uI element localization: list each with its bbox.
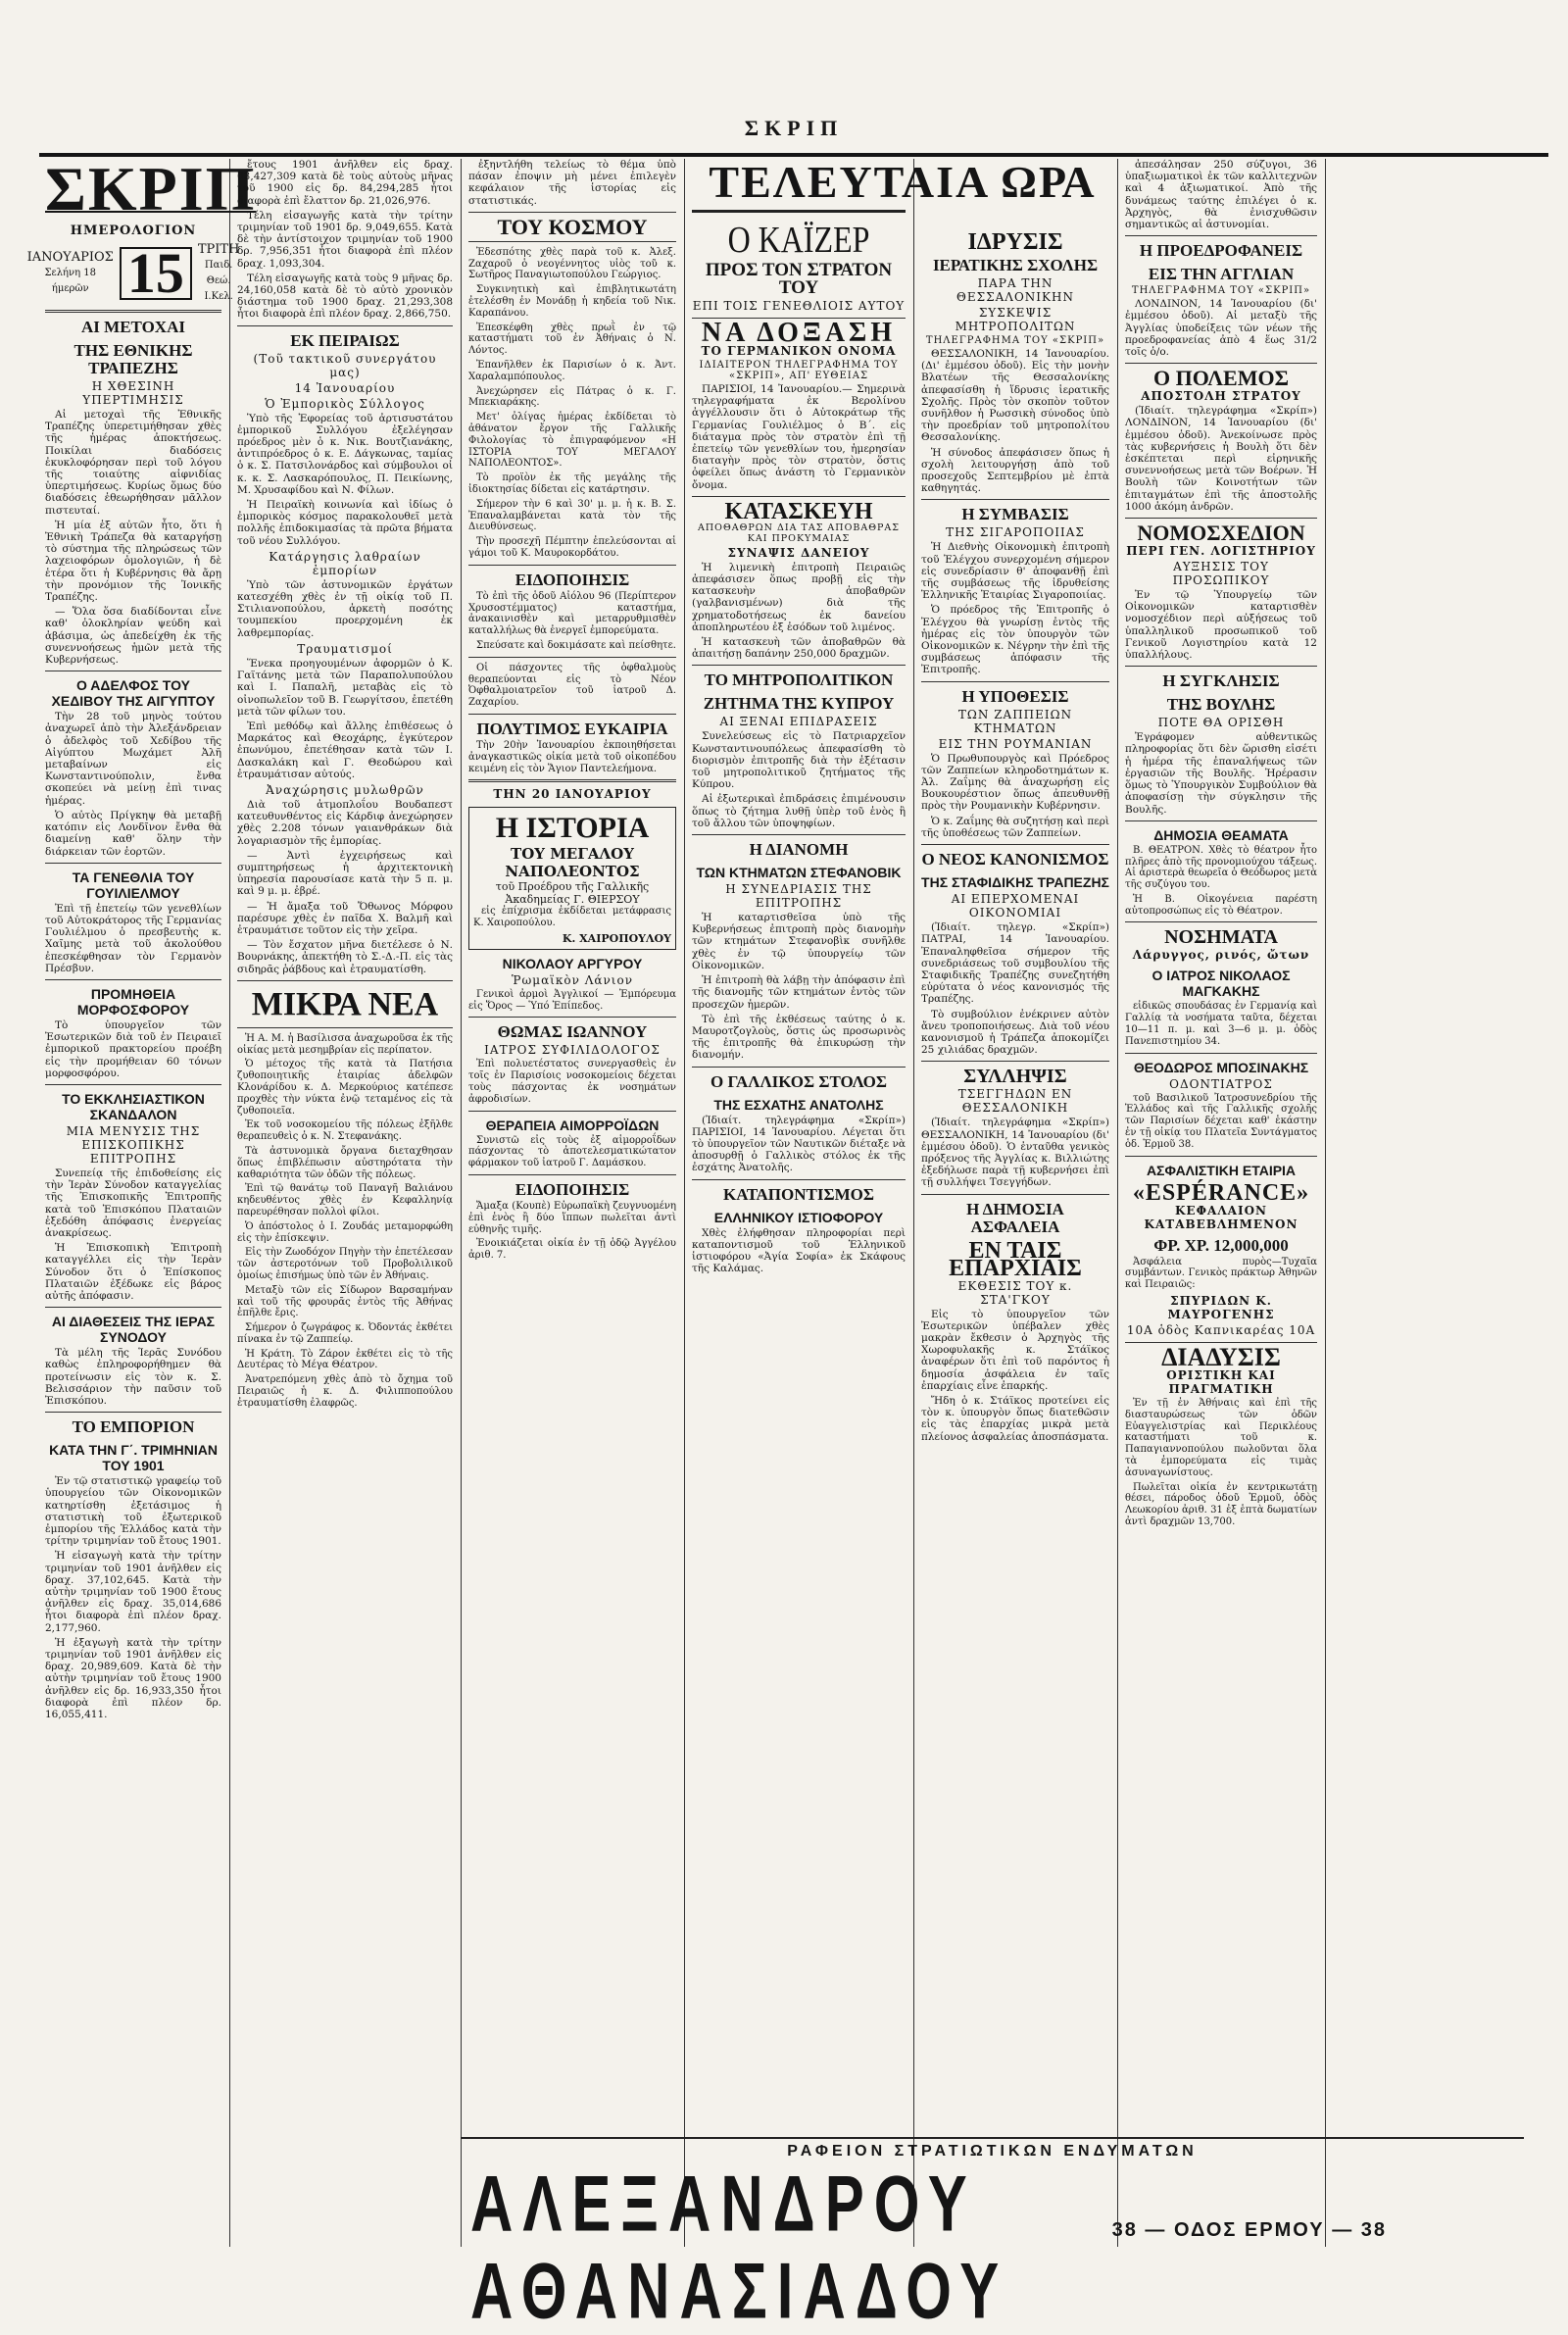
paragraph: Πωλεῖται οἰκία ἐν κεντρικωτάτῃ θέσει, πάροδος ὁδοῦ Ἑρμοῦ, ὁδὸς Λεωκορίου ἀριθ. 31 ἐξ ἑπτὰ δωματίων ἀντὶ δραχμῶν 13,700. (1125, 1481, 1317, 1528)
paragraph: Σήμερον τὴν 6 καὶ 30' μ. μ. ἡ κ. Β. Σ. Ἐπαναλαμβάνεται κατὰ τὸν τῆς Διευθύνσεως. (468, 498, 676, 533)
paragraph: Ἡ εἰσαγωγὴ κατὰ τὴν τρίτην τριμηνίαν τοῦ 1901 ἀνῆλθεν εἰς δραχ. 37,102,645. Κατὰ τὴν αὐτὴν τριμηνίαν τοῦ 1900 ἔτους ἀνῆλθεν εἰς δραχ. 35,014,686 ἦτοι διαφορὰ ἐπὶ πλέον δραχ. 2,177,960. (45, 1550, 221, 1634)
saint-day: Παιδ. Θεώ. Ι.Κελ. (204, 260, 233, 302)
paragraph: ΘΕΣΣΑΛΟΝΙΚΗ, 14 Ἰανουαρίου. (Δι' ἐμμέσου ὁδοῦ). Εἰς τὴν μονὴν Βλατέων τῆς Θεσσαλονίκης ἀπεφασίσθη ἡ ἵδρυσις ἱερατικῆς Σχολῆς. Πρὸς τὸν σκοπὸν τοῦτον συνῆλθον ἡ Ρωσσικὴ σύνοδος ὑπὸ τὴν προεδρίαν τοῦ μητροπολίτου Θεσσαλονίκης. (921, 348, 1109, 444)
paragraph: Ἄμαξα (Κουπὲ) Εὐρωπαϊκὴ ζευγνυομένη ἐπὶ ἑνὸς ἢ δύο ἵππων πωλεῖται ἀντὶ εὐθηνῆς τιμῆς. (468, 1201, 676, 1235)
subhead: ΑΙ ΕΠΕΡΧΟΜΕΝΑΙ ΟΙΚΟΝΟΜΙΑΙ (951, 892, 1080, 920)
signature: Κ. ΧΑΙΡΟΠΟΥΛΟΥ (562, 931, 671, 945)
paragraph: — Τὸν ἔσχατον μῆνα διετέλεσε ὁ Ν. Βουρνάκης, ἀπεκτήθη τὸ Σ.-Δ.-Π. εἰς τὰς σιδηρᾶς ῥάβδους καὶ ἐτραυματίσθη. (237, 939, 453, 975)
column-1 (26, 154, 257, 2257)
moon-phase: Σελήνη 18 ήμερῶν (44, 268, 96, 294)
paragraph: ἀπεσάλησαν 250 σύζυγοι, 36 ὑπαξιωματικοὶ ἐκ τῶν καλλιτεχνῶν καὶ 4 ἀξιωματικοί. Ἀπὸ τῆς δυνάμεως ταύτης ἐπιλέγει ὁ κ. Ἀρχηγὸς, θὰ ἐνισχυθῶσιν σημαντικῶς αἱ ἀστυνομίαι. (1125, 159, 1317, 231)
paragraph: Ἡ ἐξαγωγὴ κατὰ τὴν τρίτην τριμηνίαν τοῦ 1901 ἀνῆλθεν εἰς δραχ. 20,989,609. Κατὰ δὲ τὴν αὐτὴν τριμηνίαν τοῦ ἔτους 1900 ἀνῆλθεν εἰς δρ. 16,933,350 ἦτοι διαφορὰ ἐπὶ πλέον δρ. 16,055,411. (45, 1636, 221, 1721)
paragraph: Σπεύσατε καὶ δοκιμάσατε καὶ πείσθητε. (476, 639, 676, 651)
paragraph: Τὴν προσεχῆ Πέμπτην ἐπελεύσονται αἱ γάμοι τοῦ Κ. Μαυροκορδάτου. (468, 536, 676, 559)
paragraph: Ὁ ἀπόστολος ὁ Ι. Ζουδάς μεταμορφώθη εἰς τὴν ἐπίσκεψιν. (237, 1220, 453, 1244)
headline: ΚΑΤΑΠΟΝΤΙΣΜΟΣ (723, 1184, 874, 1204)
headline: ΙΔΡΥΣΙΣ (967, 229, 1063, 255)
column-rule (1117, 159, 1118, 2247)
headline: ΕΙΔΟΠΟΙΗΣΙΣ (514, 1180, 630, 1200)
subhead: ΣΠΥΡΙΔΩΝ Κ. ΜΑΥΡΟΓΕΝΗΣ (1167, 1294, 1275, 1322)
headline: ΚΑΤΑΣΚΕΥΗ (724, 498, 873, 524)
book-advert (468, 807, 676, 950)
paragraph: ΛΟΝΔΙΝΟΝ, 14 Ἰανουαρίου (δι' ἐμμέσου ὁδοῦ). Αἱ μεταξὺ τῆς Ἀγγλίας ὑποδείξεις τῶν νέων τῆς προεδροφανείας ἀπὸ 4 ἕως 31/2 τοῖς ὁ/ο. (1125, 298, 1317, 359)
paragraph: Ἐπὶ τῷ θανάτῳ τοῦ Παναγῆ Βαλιάνου κηδευθέντος χθὲς ἐν Κεφαλληνίᾳ παρευρέθησαν πολλοὶ φίλοι. (237, 1183, 453, 1217)
paragraph: Τέλη εἰσαγωγῆς κατὰ τοὺς 9 μῆνας δρ. 24,160,058 κατὰ δὲ τὸ αὐτὸ χρονικὸν διάστημα τοῦ 1900 δραχ. 21,293,308 ἦτοι διαφορὰ ἐπὶ πλέον δραχ. 2,866,750. (237, 272, 453, 321)
headline: ΕΙΣ ΤΗΝ ΑΓΓΛΙΑΝ (1148, 265, 1295, 284)
headline: ΤΕΛΕΥΤΑΙΑ ΩΡΑ (709, 157, 1097, 207)
paragraph: Μεταξὺ τῶν εἰς Σίδωρον Βαρσαμήναν καὶ τοῦ τῆς φρουρᾶς ἐντὸς τῆς Ἀθήνας ἐπῆλθε ἔρις. (237, 1284, 453, 1319)
headline: ΑΙ ΜΕΤΟΧΑΙ (81, 318, 185, 336)
paragraph: Ἐπὶ μεθόδῳ καὶ ἄλλης ἐπιθέσεως ὁ Μαρκάτος καὶ Θεοχάρης, ἐγκύτερον ἐπωνύμου, ἐπετέθησαν κατὰ τῶν Ι. Δασκαλάκη καὶ Γ. Θεοδώρου καὶ ἐτραυμάτισαν αὐτούς. (237, 720, 453, 780)
paragraph: Ὁ κ. Ζαΐμης θὰ συζητήσῃ καὶ περὶ τῆς ὑποθέσεως τῶν Ζαππείων. (921, 815, 1109, 839)
headline: Ο ΑΔΕΛΦΟΣ ΤΟΥ ΧΕΔΙΒΟΥ ΤΗΣ ΑΙΓΥΠΤΟΥ (51, 677, 216, 710)
headline: ΤΟΥ ΚΟΣΜΟΥ (497, 214, 648, 239)
headline: ΤΗΣ ΒΟΥΛΗΣ (1166, 695, 1276, 715)
paragraph: Σήμερον ὁ ζωγράφος κ. Ὀδοντάς ἐκθέτει πίνακα ἐν τῷ Ζαππείῳ. (237, 1322, 453, 1345)
subhead: ΠΟΤΕ ΘΑ ΟΡΙΣΘΗ (1157, 716, 1285, 730)
paragraph: Ἐν τῷ Ὑπουργείῳ τῶν Οἰκονομικῶν καταρτισθὲν νομοσχέδιον περὶ αὐξήσεως τοῦ ὑπαλληλικοῦ προσωπικοῦ τοῦ Γενικοῦ Λογιστηρίου κατὰ 12 ὑπαλλήλους. (1125, 589, 1317, 662)
column-2 (231, 159, 459, 2257)
paragraph: Ὁ πρόεδρος τῆς Ἐπιτροπῆς ὁ Ἐλέγχου θὰ γνωρίσῃ ἐντὸς τῆς ἡμέρας εἰς τὸν ὑπουργὸν τῶν Οἰκονομικῶν κ. Νέγρην τὴν ἐπὶ τῆς συμβάσεως ἀπόφασιν τῆς Ἐπιτροπῆς. (921, 604, 1109, 676)
paragraph: Ἡ Α. Μ. ἡ Βασίλισσα ἀναχωροῦσα ἐκ τῆς οἰκίας μετὰ μεσημβρίαν εἰς περίπατον. (237, 1032, 453, 1056)
dateline: 14 Ἰανουαρίου (294, 380, 396, 395)
subhead: ΣΥΝΑΨΙΣ ΔΑΝΕΙΟΥ (727, 545, 870, 560)
paragraph: (Ἰδιαίτ. τηλεγρ. «Σκρίπ») ΠΑΤΡΑΙ, 14 Ἰανουαρίου. Ἐπαναληφθεῖσα σήμερον τῆς συνεδριάσεως τοῦ συμβουλίου τῆς Σταφιδικῆς Τραπέζης συνεζητήθη εὐρύτατα ὁ νέος κανονισμός τῆς Τραπέζης. (921, 921, 1109, 1006)
running-head-title: ΣΚΡΙΠ (744, 116, 844, 140)
column-rule (229, 159, 230, 2247)
headline: ΠΡΟΜΗΘΕΙΑ ΜΟΡΦΟΣΦΟΡΟΥ (76, 985, 190, 1018)
headline: ΠΡΟΣ ΤΟΝ ΣΤΡΑΤΟΝ ΤΟΥ (705, 260, 893, 298)
headline: Ο ΠΟΛΕΜΟΣ (1153, 366, 1289, 391)
paragraph: Τὸ προϊὸν ἐκ τῆς μεγάλης τῆς ἰδιοκτησίας δίδεται εἰς κατάρτησιν. (468, 472, 676, 495)
headline: Ο ΓΑΛΛΙΚΟΣ ΣΤΟΛΟΣ (710, 1071, 888, 1091)
paragraph: Ὁ μέτοχος τῆς κατὰ τὰ Πατήσια ζυθοποιητικῆς ἑταιρίας ἀδελφῶν Κλονάρίδου κ. Δ. Μερκούριος κατέπεσε προχθὲς τὴν νύκτα ἐνῷ τεταμένος εἰς τὰ ζυθοποιεῖα. (237, 1059, 453, 1117)
paragraph: — Ἡ ἄμαξα τοῦ Ὅθωνος Μόρφου παρέσυρε χθὲς ἐν παῖδα Χ. Βαλμῆ καὶ ἐτραυμάτισε τοῦτον εἰς τὴν χεῖρα. (237, 900, 453, 936)
paragraph: Εἰς τὸ ὑπουργεῖον τῶν Ἐσωτερικῶν ὑπέβαλεν χθὲς μακρὰν ἔκθεσιν ὁ Ἀρχηγὸς τῆς Χωροφυλακῆς κ. Στάϊκος ἀναφέρων ὅτι ἐπὶ τοῦ παρόντος ἡ δημοσία ἀσφάλεια ἐν ταῖς ἐπαρχίαις εἶνε ἐπαρκής. (921, 1308, 1109, 1392)
headline: Η ΔΙΑΝΟΜΗ (749, 840, 849, 860)
paragraph: Τὸ συμβούλιον ἐνέκρινεν αὐτὸν ἄνευ τροποποιήσεως. Διὰ τοῦ νέου κανονισμοῦ ἡ Τράπεζα ἀποκομίζει 25 χιλιάδας δραχμῶν. (921, 1008, 1109, 1057)
column-rule (684, 159, 685, 2247)
subhead: Η ΧΘΕΣΙΝΗ ΥΠΕΡΤΙΜΗΣΙΣ (82, 379, 184, 407)
paragraph: Τὸ ὑπουργεῖον τῶν Ἐσωτερικῶν διὰ τοῦ ἐν Πειραιεῖ ἐμπορικοῦ πρακτορείου προέβη εἰς τὴν προμήθειαν 60 τόνων μορφοσφόρου. (45, 1018, 221, 1079)
paragraph: Ἐν τῇ ἐν Ἀθήναις καὶ ἐπὶ τῆς διασταυρώσεως τῶν ὁδῶν Εὐαγγελιστρίας καὶ Περικλέους καταστήματι τοῦ κ. Παπαγιαννοπούλου πωλοῦνται ὅλα τὰ ἐμπορεύματα εἰς τιμὰς ἀσυναγωνίστους. (1125, 1398, 1317, 1478)
subhead: τοῦ Προέδρου τῆς Γαλλικῆς Ἀκαδημείας Γ. ΘΙΕΡΣΟΥ (495, 880, 650, 907)
paragraph: ἔτους 1901 ἀνῆλθεν εἰς δραχ. 63,427,309 κατὰ δὲ τοὺς αὐτοὺς μῆνας τοῦ 1900 εἰς δρ. 84,294,285 ἦτοι διαφορὰ ἐπὶ ἔλαττον δρ. 21,026,976. (237, 159, 453, 207)
paragraph: Ἡ κατασκευὴ τῶν ἀποβαθρῶν θὰ ἀπαιτήσῃ δαπάνην 250,000 δραχμῶν. (692, 636, 906, 661)
headline: ΕΙΔΟΠΟΙΗΣΙΣ (514, 570, 630, 589)
headline: ΦΡ. ΧΡ. 12,000,000 (1153, 1235, 1289, 1255)
subhead: ΜΙΑ ΜΕΝΥΣΙΣ ΤΗΣ ΕΠΙΣΚΟΠΙΚΗΣ ΕΠΙΤΡΟΠΗΣ (66, 1123, 201, 1166)
paragraph: Συγκινητικὴ καὶ ἐπιβλητικωτάτη ἐτελέσθη ἐν Μονάδῃ ἡ κηδεία τοῦ Νικ. Καραπάνου. (468, 284, 676, 319)
paragraph: Ἐδεσπότης χθὲς παρὰ τοῦ κ. Ἀλεξ. Ζαχαροῦ ὁ νεογέννητος υἱὸς τοῦ κ. Σωτῆρος Παναγιωτοπούλου Γεώργιος. (468, 246, 676, 281)
subhead: ΕΚΘΕΣΙΣ ΤΟΥ κ. ΣΤΑ'ΓΚΟΥ (957, 1278, 1073, 1307)
headline: ΘΕΟΔΩΡΟΣ ΜΠΟΣΙΝΑΚΗΣ (1133, 1059, 1309, 1075)
paragraph: Ἐπὶ πολυετέστατος συνεργασθεὶς ἐν τοῖς ἐν Παρισίοις νοσοκομείοις δέχεται τοὺς πάσχοντας ἐκ νοσημάτων ἀφροδισίων. (468, 1059, 676, 1105)
headline: ΖΗΤΗΜΑ ΤΗΣ ΚΥΠΡΟΥ (703, 694, 895, 714)
paragraph: (Ἰδιαίτ. τηλεγράφημα «Σκρίπ») ΛΟΝΔΙΝΟΝ, 14 Ἰανουαρίου (δι' ἐμμέσου ὁδοῦ). Ἀνεκοίνωσε πρὸς τὰς κυβερνήσεις ἡ Βουλὴ ὅτι δὲν ἐσκέπτεται περὶ εἰρηνικῆς συνεννοήσεως μετὰ τῶν Βοέρων. Ἡ Βουλὴ τῶν Κοινοτήτων τῶν ἐπιταγμάτων ἐπὶ τῆς ἀποστολῆς 1000 ἀκόμη ἀνδρῶν. (1125, 405, 1317, 513)
paragraph: Τὴν 28 τοῦ μηνὸς τούτου ἀναχωρεῖ ἀπὸ τὴν Ἀλεξάνδρειαν ὁ ἀδελφὸς τοῦ Χεδίβου τῆς Αἰγύπτου Μωχάμετ Ἀλῆ μεταβαίνων εἰς Κωνσταντινούπολιν, ἔνθα σκοπεύει νὰ μείνῃ ἐπὶ τινας ἡμέρας. (45, 711, 221, 807)
paragraph: Ἡ Πειραϊκὴ κοινωνία καὶ ἰδίως ὁ ἐμπορικὸς κόσμος παρακολουθεῖ μετὰ πολλῆς ἐπιδοκιμασίας τὰ πρῶτα βήματα τοῦ νέου Συλλόγου. (237, 499, 453, 547)
paragraph: Τὸ ἐπὶ τῆς ὁδοῦ Αἰόλου 96 (Περίπτερον Χρυσοστέμματος) καταστήμα, ἀνακαινισθὲν καὶ μεταρρυθμισθὲν καταλλήλως θὰ ἐνεργεῖ ἐμπορεύματα. (468, 590, 676, 637)
paragraph: (Ἰδιαίτ. τηλεγράφημα «Σκρίπ») ΘΕΣΣΑΛΟΝΙΚΗ, 14 Ἰανουαρίου (δι' ἐμμέσου ὁδοῦ). Ὁ ἐνταῦθα γενικὸς πρόξενος τῆς Ἀγγλίας κ. Βιλλιώτης ἐξεδήλωσε παρὰ τῇ κυβερνήσει ἐπὶ τῇ συλλήψει Τσεγγήδων. (921, 1117, 1109, 1189)
headline: Η ΙΣΤΟΡΙΑ (495, 812, 650, 845)
headline: ΑΙ ΔΙΑΘΕΣΕΙΣ ΤΗΣ ΙΕΡΑΣ ΣΥΝΟΔΟΥ (51, 1314, 216, 1346)
headline: ΝΟΜΟΣΧΕΔΙΟΝ (1137, 521, 1305, 546)
subhead: Λάρυγγος, ρινός, ὤτων (1132, 948, 1310, 963)
headline: Η ΣΥΓΚΛΗΣΙΣ (1162, 671, 1280, 691)
month: ΙΑΝΟΥΑΡΙΟΣ (26, 250, 114, 265)
paragraph: Ἡ Β. Οἰκογένεια παρέστη αὐτοπροσώπως εἰς τὸ Θέατρον. (1125, 893, 1317, 917)
subhead: ΤΟ ΓΕΡΜΑΝΙΚΟΝ ΟΝΟΜΑ (701, 344, 897, 358)
paragraph: Τὸ ἐπὶ τῆς ἐκθέσεως ταύτης ὁ κ. Μαυροτζογλοὺς, ὅστις ὡς προσωρινὸς τῆς ἐπιτροπῆς θὰ ἐπικυρώσῃ τὴν διανομήν. (692, 1013, 906, 1062)
subhead: Ο ΙΑΤΡΟΣ ΝΙΚΟΛΑΟΣ ΜΑΓΚΑΚΗΣ (1152, 968, 1291, 1000)
paragraph: Μετ' ὀλίγας ἡμέρας ἐκδίδεται τὸ ἀθάνατον ἔργον τῆς Γαλλικῆς Φιλολογίας τὸ ἐπιγραφόμενον «Η ΙΣΤΟΡΙΑ ΤΟΥ ΜΕΓΑΛΟΥ ΝΑΠΟΛΕΟΝΤΟΣ». (468, 412, 676, 470)
paragraph: Ἡ Κράτη. Τὸ Ζάρον ἐκθέτει εἰς τὸ τῆς Δευτέρας τὸ Μέγα Θέατρον. (237, 1348, 453, 1371)
headline: ΤΑ ΓΕΝΕΘΛΙΑ ΤΟΥ ΓΟΥΙΛΙΕΛΜΟΥ (72, 869, 195, 901)
paragraph: Ἡ Διεθνὴς Οἰκονομικὴ ἐπιτροπὴ τοῦ Ἐλέγχου συνερχομένη σήμερον εἰς συνεδρίασιν θ' ἀποφανθῇ ἐπὶ τῆς συμβάσεως τῆς ἱδρυθείσης Ἑλληνικῆς Ἑταιρίας Σιγαροποιίας. (921, 541, 1109, 602)
headline: ΝΑ ΔΟΞΑΣΗ (701, 318, 897, 348)
paragraph: (Ἰδιαίτ. τηλεγράφημα «Σκρίπ») ΠΑΡΙΣΙΟΙ, 14 Ἰανουαρίου. Λέγεται ὅτι τὸ ὑπουργεῖον τῶν Ναυτικῶν διέταξε νὰ ἀποσυρθῇ ὁ Γαλλικὸς στόλος ἐκ τῆς ἐσχάτης Ἀνατολῆς. (692, 1114, 906, 1174)
paragraph: Ἐπὶ τῇ ἐπετείῳ τῶν γενεθλίων τοῦ Αὐτοκράτορος τῆς Γερμανίας Γουλιέλμου ὁ πρεσβευτὴς κ. Χαῖμης μετὰ τοῦ ἀκολούθου ἐπεσκέφθησαν τὸν Γερμανὸν Πρέσβυν. (45, 902, 221, 974)
column-rule (913, 159, 914, 2247)
paragraph: Ἐπεσκέφθη χθὲς πρωῒ ἐν τῷ καταστήματι τοῦ ἐν Ἀθήναις ὁ Ν. Λόντος. (468, 322, 676, 357)
subhead: 10Α ὁδὸς Καπνικαρέας 10Α (1126, 1323, 1316, 1338)
headline: ΝΟΣΗΜΑΤΑ (1164, 926, 1278, 949)
subhead: ΤΩΝ ΖΑΠΠΕΙΩΝ ΚΤΗΜΑΤΩΝ (957, 707, 1073, 735)
paragraph: — Ἀντὶ ἐγχειρήσεως καὶ συμπτηρήσεως ἡ ἀρχιτεκτονικὴ ὑπηρεσία παρουσίασε κατὰ τὴν 5 π. μ. καὶ 9 μ. μ. ἐβρέ. (237, 849, 453, 898)
paragraph: Ἐπανῆλθεν ἐκ Παρισίων ὁ κ. Ἀντ. Χαραλαμπόπουλος. (468, 359, 676, 382)
paragraph: ἐξηντλήθη τελείως τὸ θέμα ὑπὸ πάσαν ἐποψιν μὴ μένει ἐπιλεγὲν κεφάλαιον τῆς ἱστορίας εἰς στατιστικάς. (468, 159, 676, 207)
paragraph: Οἱ πάσχοντες τῆς ὀφθαλμοὺς θεραπεύονται εἰς τὸ Νέον Ὀφθαλμοιατρεῖον τοῦ ἰατροῦ Δ. Ζαχαρίου. (468, 662, 676, 709)
headline: ΑΣΦΑΛΙΣΤΙΚΗ ΕΤΑΙΡΙΑ (1146, 1162, 1297, 1178)
paragraph: Διὰ τοῦ ἀτμοπλοΐου Βουδαπεστ κατευθυνθέντος εἰς Κάρδιφ ἀνεχώρησεν χθὲς 2.208 τόνων γαιανθράκων διὰ λογαριασμὸν τῆς ἐμπορίας. (237, 798, 453, 847)
subhead: ΠΕΡΙ ΓΕΝ. ΛΟΓΙΣΤΗΡΙΟΥ (1126, 544, 1316, 559)
subhead: ΠΑΡΑ ΤΗΝ ΘΕΣΣΑΛΟΝΙΚΗΝ (956, 276, 1074, 304)
paragraph: Ὁ Πρωθυπουργὸς καὶ Πρόεδρος τῶν Ζαππείων κληροδοτημάτων κ. Ἀλ. Ζαΐμης θὰ ἀναχωρήσῃ εἰς Βουκουρέστιον ὅπως ἀπευθυνθῇ πρὸς τὴν Ρουμανικὴν Κυβέρνησιν. (921, 752, 1109, 813)
date-left (27, 250, 114, 297)
headline: ΣΥΛΛΗΨΙΣ (963, 1066, 1067, 1088)
paragraph: Τέλη εἰσαγωγῆς κατὰ τὴν τρίτην τριμηνίαν τοῦ 1901 δρ. 9,049,655. Κατὰ δὲ τὴν ἀντίστοιχον τριμηνίαν τοῦ 1900 δρ. 7,956,351 ἦτοι διαφορὰ ἐπὶ πλέον δραχ. 1,093,304. (237, 209, 453, 270)
paragraph: Ἐκ τοῦ νοσοκομείου τῆς πόλεως ἐξῆλθε θεραπευθεὶς ὁ κ. Ν. Στεφανάκης. (237, 1119, 453, 1143)
weekday: ΤΡΙΤΗ (197, 242, 240, 257)
headline: ΝΙΚΟΛΑΟΥ ΑΡΓΥΡΟΥ (502, 955, 643, 971)
paragraph: Ἐν τῷ στατιστικῷ γραφείῳ τοῦ ὑπουργείου τῶν Οἰκονομικῶν κατηρτίσθη ἐξετάσιμος ἡ στατιστικὴ τοῦ ἐξωτερικοῦ ἐμπορίου τῆς Ἑλλάδος κατὰ τὴν τρίτην τριμηνίαν τοῦ ἔτους 1901. (45, 1475, 221, 1548)
advert-address: 38 — ΟΔΟΣ ΕΡΜΟΥ — 38 (1111, 2219, 1387, 2241)
paragraph: Εἰς τὴν Ζωοδόχον Πηγὴν τὴν ἐπετέλεσαν τῶν ἀστεροτόνων τοῦ Προβολιλικοῦ ὁμοίως ἐπισήμως ὑπὸ τῶν ἐν Ἀθήναις. (237, 1247, 453, 1281)
subhead: (Τοῦ τακτικοῦ συνεργάτου μας) (253, 351, 437, 379)
subhead: Ῥωμαϊκὸν Λάνιον (512, 972, 633, 987)
paragraph: Ὑπὸ τῶν ἀστυνομικῶν ἐργάτων κατεσχέθη χθὲς ἐν τῇ οἰκίᾳ τοῦ Π. Στιλιανοπούλου, ἀρκετὴ ποσότης τουμπεκίου προερχομένη ἐκ λαθρεμπορίας. (237, 578, 453, 639)
subhead: ΣΥΣΚΕΨΙΣ ΜΗΤΡΟΠΟΛΙΤΩΝ (955, 306, 1076, 333)
masthead-subtitle: ΗΜΕΡΟΛΟΓΙΟΝ (70, 224, 197, 238)
headline: ΕΚ ΠΕΙΡΑΙΩΣ (290, 330, 400, 350)
headline: Η ΣΥΜΒΑΣΙΣ (961, 505, 1069, 524)
paragraph: Ἡ καταρτισθεῖσα ὑπὸ τῆς Κυβερνήσεως ἐπιτροπὴ πρὸς διανομὴν τῶν κτημάτων Στεφανοβὶκ συνῆλθε χθὲς ἐν τῷ ὑπουργείῳ τῶν Οἰκονομικῶν. (692, 912, 906, 971)
headline: Ο ΝΕΟΣ ΚΑΝΟΝΙΣΜΟΣ (921, 850, 1109, 869)
headline: ΘΩΜΑΣ ΙΩΑΝΝΟΥ (497, 1022, 648, 1042)
day-number: 15 (120, 247, 192, 300)
headline: ΤΟ ΕΚΚΛΗΣΙΑΣΤΙΚΟΝ ΣΚΑΝΔΑΛΟΝ (62, 1090, 205, 1122)
headline: ΤΟ ΜΗΤΡΟΠΟΛΙΤΙΚΟΝ (704, 671, 894, 690)
paragraph: Χθὲς ἐλήφθησαν πληροφορίαι περὶ καταποντισμοῦ τοῦ Ἑλληνικοῦ ἱστιοφόρου «Ἀγία Σοφία» ἐκ Σκάφους τῆς Καλάμας. (692, 1226, 906, 1275)
headline: Ο ΚΑΪΖΕΡ (727, 218, 870, 261)
headline: Η ΥΠΟΘΕΣΙΣ (961, 686, 1069, 706)
paragraph: τοῦ Βασιλικοῦ Ἰατροσυνεδρίου τῆς Ἑλλάδος καὶ τῆς Γαλλικῆς σχολῆς τῶν Παρισίων δέχεται καθ' ἑκάστην ἐν τῇ οἰκίᾳ του Πλατεῖα Συντάγματος ὁδ. Ἑρμοῦ 38. (1125, 1092, 1317, 1150)
paragraph: Ὑπὸ τῆς Ἐφορείας τοῦ ἀρτισυστάτου ἐμπορικοῦ Συλλόγου ἐξελέγησαν πρόεδρος μὲν ὁ κ. Νικ. Βουτζιανάκης, ἀντιπρόεδρος ὁ κ. Ε. Δάγκωνας, ταμίας ὁ κ. Σ. Πατσιλονάρδος καὶ σύμβουλοι οἱ κ. κ. Σ. Λασκαρόπουλος, Π. Πεικίωνης, Μ. Χρυσαφίδου καὶ Ν. Φίλων. (237, 412, 453, 496)
headline: ΤΟ ΕΜΠΟΡΙΟΝ (72, 1417, 195, 1437)
subhead: Η ΣΥΝΕΔΡΙΑΣΙΣ ΤΗΣ ΕΠΙΤΡΟΠΗΣ (725, 882, 872, 911)
paragraph: εἰδικῶς σπουδάσας ἐν Γερμανίᾳ καὶ Γαλλίᾳ τὰ νοσήματα ταῦτα, δέχεται 10—11 π. μ. καὶ 3—6 μ. μ. ὁδὸς Πανεπιστημίου 34. (1125, 1001, 1317, 1047)
paragraph: Ἕνεκα προηγουμένων ἀφορμῶν ὁ Κ. Γαϊτάνης μετὰ τῶν Παραπολυπούλου καὶ Ι. Παπαλῆ, μεταβὰς εἰς τὸ οἰνοπωλεῖον τοῦ Β. Γεωργίτσου, ἐπετέθη μετὰ τῶν φίλων του. (237, 657, 453, 718)
subhead: ΤΣΕΓΓΗΔΩΝ ΕΝ ΘΕΣΣΑΛΟΝΙΚΗ (957, 1087, 1073, 1116)
subhead: ΚΕΦΑΛΑΙΟΝ ΚΑΤΑΒΕΒΛΗΜΕΝΟΝ (1144, 1203, 1298, 1231)
paragraph: Ἤδη ὁ κ. Στάϊκος προτείνει εἰς τὸν κ. ὑπουργὸν ὅπως διατεθῶσιν εἰς τὰς ἐπαρχίας μικρὰ μετὰ πλείονος ἀσφαλείας ἀποσπάσματα. (921, 1394, 1109, 1443)
subhead: Ἀναχώρησις μυλωθρῶν (266, 782, 424, 797)
paragraph: εἰς ἐπίχρισμα ἐκδίδεται μετάφρασις Κ. Χαιροπούλου. (473, 906, 671, 929)
column-rule (461, 159, 462, 2247)
paragraph: Β. ΘΕΑΤΡΟΝ. Χθὲς τὸ θέατρον ἦτο πλῆρες ἀπὸ τῆς προνομιούχου τάξεως. Αἱ ἀριστερὰ θεωρεῖα ὁ Θεόδωρος μετὰ τῆς συζύγου του. (1125, 844, 1317, 891)
date-box (26, 241, 240, 305)
paragraph: Ἀνατρεπόμενη χθὲς ἀπὸ τὸ ὄχημα τοῦ Πειραιῶς ἡ κ. Δ. Φιλιπποπούλου ἐτραυματίσθη ἐλαφρῶς. (237, 1374, 453, 1409)
subhead: ΕΛΛΗΝΙΚΟΥ ΙΣΤΙΟΦΟΡΟΥ (713, 1209, 884, 1225)
paragraph: Αἱ μετοχαὶ τῆς Ἐθνικῆς Τραπέζης ὑπερετιμήθησαν χθὲς τῆς ἡμέρας ἀποκτήσεως. Ποικίλαι διαδόσεις ἐκυκλοφόρησαν περὶ τοῦ λόγου τῆς τοιαύτης αἰφνιδίας ὑπερτιμήσεως. Κυρίως ὅμως δύο διαδόσεις ἐθεωρήθησαν μᾶλλον πιστευταί. (45, 409, 221, 517)
subhead: ΤΗΛΕΓΡΑΦΗΜΑ ΤΟΥ «ΣΚΡΙΠ» (925, 335, 1105, 346)
column-6 (1119, 159, 1323, 2134)
paragraph: Ἐγράφομεν αὐθεντικῶς πληροφορίας ὅτι δὲν ὥρισθη εἰσέτι ἡ ἡμέρα τῆς ἐπαναλήψεως τῶν ἐργασιῶν τῆς Βουλῆς. Ἠρέρασιν ὅμως τὸ Ὑπουργικὸν Συμβούλιον θὰ ἀποφασίσῃ τὴν σύγκλησιν τῆς Βουλῆς. (1125, 731, 1317, 816)
subhead: ΤΗΣ ΕΣΧΑΤΗΣ ΑΝΑΤΟΛΗΣ (713, 1096, 884, 1113)
subhead: ΑΥΞΗΣΙΣ ΤΟΥ ΠΡΟΣΩΠΙΚΟΥ (1172, 560, 1270, 588)
column-rule (1325, 159, 1326, 2247)
subhead: ΑΠΟΣΤΟΛΗ ΣΤΡΑΤΟΥ (1141, 389, 1301, 404)
headline: Η ΠΡΟΕΔΡΟΦΑΝΕΙΣ (1139, 241, 1303, 261)
paragraph: Γενικοὶ ἀρμοὶ Ἀγγλικοί — Ἐμπόρευμα εἰς Ὅρος — Ὑπό Ἐπίπεδος. (468, 988, 676, 1012)
masthead-title: ΣΚΡΙΠ (45, 154, 257, 224)
paragraph: Αἱ ἐξωτερικαὶ ἐπιδράσεις ἐπιμένουσιν ὅπως τὸ ζήτημα λυθῇ ὑπὲρ τοῦ ἑνὸς ἢ τοῦ ἄλλου τῶν ὑποψηφίων. (692, 793, 906, 829)
paragraph: Συνιστῶ εἰς τοὺς ἐξ αἱμορροΐδων πάσχοντας τὸ ἀποτελεσματικώτατον φάρμακον τοῦ ἰατροῦ Γ. Δαμάσκου. (468, 1134, 676, 1169)
paragraph: Ἡ ἐπιτροπὴ θὰ λάβῃ τὴν ἀπόφασιν ἐπὶ τῆς διανομῆς τῶν κτημάτων ἐντὸς τῶν προσεχῶν ἡμερῶν. (692, 974, 906, 1011)
subhead: Ὁ Ἐμπορικὸς Σύλλογος (265, 396, 425, 411)
subhead: ΑΠΟΘΑΘΡΩΝ ΔΙΑ ΤΑΣ ΑΠΟΒΑΘΡΑΣ ΚΑΙ ΠΡΟΚΥΜΑΙΑΣ (698, 522, 900, 544)
headline: ΠΟΛΥΤΙΜΟΣ ΕΥΚΑΙΡΙΑ (476, 719, 668, 738)
subhead: ΤΗΣ ΣΙΓΑΡΟΠΟΙΙΑΣ (946, 525, 1085, 540)
headline: «ESPÉRANCE» (1132, 1179, 1310, 1206)
subhead: ΤΗΣ ΣΤΑΦΙΔΙΚΗΣ ΤΡΑΠΕΖΗΣ (921, 874, 1109, 891)
tailor-advert (461, 2137, 1524, 2335)
subhead: ΟΡΙΣΤΙΚΗ ΚΑΙ ΠΡΑΓΜΑΤΙΚΗ (1166, 1368, 1276, 1397)
paragraph: — Ὅλα ὅσα διαδίδονται εἶνε καθ' ὁλοκληρίαν ψεύδη καὶ ἀβάσιμα, ὡς ἀπεδείχθη ἐκ τῆς συνεννοήσεως ἡμῶν μετὰ τῆς Κυβερνήσεως. (45, 606, 221, 667)
subhead: ΤΟΥ ΜΕΓΑΛΟΥ ΝΑΠΟΛΕΟΝΤΟΣ (505, 845, 640, 881)
headline: ΤΗΣ ΕΘΝΙΚΗΣ ΤΡΑΠΕΖΗΣ (74, 341, 193, 377)
headline: ΜΙΚΡΑ ΝΕΑ (251, 985, 439, 1022)
subhead: ΤΩΝ ΚΤΗΜΑΤΩΝ ΣΤΕΦΑΝΟΒΙΚ (696, 865, 902, 881)
subhead: Κατάργησις λαθραίων ἐμπορίων (269, 549, 421, 577)
paragraph: ΠΑΡΙΣΙΟΙ, 14 Ἰανουαρίου.— Σημερινὰ τηλεγραφήματα ἐκ Βερολίνου ἀγγέλλουσιν ὅτι ὁ Αὐτοκράτωρ τῆς Γερμανίας Γουλιέλμος ὁ Β΄. εἰς διάταγμα πρὸς τὸν στρατὸν ἐπὶ τῇ ἐπετείῳ τῶν γενεθλίων του, ἡμερησίαν διαταγὴν πρὸς τὸν στρατὸν, ὅστις ὀφείλει ὅπως ἀνάστη τὸ Γερμανικὸν ὄνομα. (692, 383, 906, 491)
headline: ΔΙΑΔΥΣΙΣ (1161, 1343, 1281, 1372)
subhead: ΟΔΟΝΤΙΑΤΡΟΣ (1169, 1076, 1273, 1091)
running-head (39, 116, 1548, 157)
headline: Η ΔΗΜΟΣΙΑ ΑΣΦΑΛΕΙΑ (966, 1199, 1064, 1236)
subhead: ΙΑΤΡΟΣ ΣΥΦΙΛΙΔΟΛΟΓΟΣ (484, 1043, 661, 1058)
subhead: ΤΗΛΕΓΡΑΦΗΜΑ ΤΟΥ «ΣΚΡΙΠ» (1131, 285, 1311, 297)
paragraph: Ἡ μία ἐξ αὐτῶν ἦτο, ὅτι ἡ Ἐθνικὴ Τράπεζα θὰ καταργήσῃ τὸ σύστημα τῆς πληρώσεως τῶν λαχειοφόρων ὁμολογιῶν, ἡ δὲ ἑτέρα ὅτι ἡ Κυβέρνησις θὰ ἄρῃ τὴν προνόμιον τῆς Ἰονικῆς Τραπέζης. (45, 519, 221, 604)
headline: ΔΗΜΟΣΙΑ ΘΕΑΜΑΤΑ (1153, 826, 1289, 843)
paragraph: Συνεπείᾳ τῆς ἐπιδοθείσης εἰς τὴν Ἱερὰν Σύνοδον καταγγελίας τῆς Ἐπισκοπικῆς Ἐπιτροπῆς κατὰ τοῦ Ἐπισκόπου Πλαταιῶν ἐξεδόθη ἀπόφασις ἐνεργείας ἀνακρίσεως. (45, 1167, 221, 1239)
subhead: Τραυματισμοί (297, 641, 393, 656)
subhead: ΕΙΣ ΤΗΝ ΡΟΥΜΑΝΙΑΝ (938, 736, 1093, 751)
paragraph: Τὰ ἀστυνομικὰ ὄργανα διεταχθησαν ὅπως ἐπιβλέπωσιν αὐστηρότατα τὴν καθαριότητα τῶν ὁδῶν τῆς πόλεως. (237, 1145, 453, 1180)
paragraph: Ἀσφάλεια πυρὸς—Τυχαῖα συμβάντων. Γενικὸς πράκτωρ Ἀθηνῶν καὶ Πειραιῶς: (1125, 1256, 1317, 1291)
subhead: ΚΑΤΑ ΤΗΝ Γ΄. ΤΡΙΜΗΝΙΑΝ ΤΟΥ 1901 (49, 1442, 218, 1474)
paragraph: Τὴν 20ὴν Ἰανουαρίου ἐκποιηθήσεται ἀναγκαστικῶς οἰκία μετὰ τοῦ οἰκοπέδου κειμένη εἰς τὸν Ἅγιον Παντελεήμονα. (468, 739, 676, 774)
advert-title: ΡΑΦΕΙΟΝ ΣΤΡΑΤΙΩΤΙΚΩΝ ΕΝΔΥΜΑΤΩΝ (787, 2143, 1198, 2160)
headline: ΙΕΡΑΤΙΚΗΣ ΣΧΟΛΗΣ (932, 256, 1099, 274)
paragraph: Τὰ μέλη τῆς Ἱερᾶς Συνόδου καθὼς ἐπληροφορήθημεν θὰ προτείνωσιν εἰς τὸν κ. Σ. Βελισσάριον τὴν παῦσιν τοῦ Ἐπισκόπου. (45, 1347, 221, 1407)
paragraph: Ὁ αὐτὸς Πρίγκηψ θὰ μεταβῇ κατόπιν εἰς Λονδῖνον ἔνθα θὰ διαμείνῃ καθ' ὅλην τὴν διάρκειαν τῶν ἑορτῶν. (45, 809, 221, 858)
headline: ΕΝ ΤΑΙΣ ΕΠΑΡΧΙΑΙΣ (949, 1237, 1082, 1281)
paragraph: Ἐνοικιάζεται οἰκία ἐν τῇ ὁδῷ Ἀγγέλου ἀριθ. 7. (468, 1238, 676, 1262)
subhead: ΙΔΙΑΙΤΕΡΟΝ ΤΗΛΕΓΡΑΦΗΜΑ ΤΟΥ «ΣΚΡΙΠ», ΑΠ' ΕΥΘΕΙΑΣ (699, 360, 899, 381)
subhead: ΕΠΙ ΤΟΙΣ ΓΕΝΕΘΛΙΟΙΣ ΑΥΤΟΥ (692, 299, 906, 313)
paragraph: Ἡ λιμενικὴ ἐπιτροπὴ Πειραιῶς ἀπεφάσισεν ὅπως προβῇ εἰς τὴν κατασκευὴν ἀποβαθρῶν (γαλβανισμένων) διὰ τῆς χρηματοδοτήσεως ἐκ δανείου ἀποπληρωτέου ἐξ ἐσόδων τοῦ λιμένος. (692, 561, 906, 633)
headline: ΘΕΡΑΠΕΙΑ ΑΙΜΟΡΡΟΪΔΩΝ (485, 1117, 660, 1133)
paragraph: Ἡ Ἐπισκοπικὴ Ἐπιτροπὴ καταγγέλλει εἰς τὴν Ἱερὰν Σύνοδον ὅτι ὁ Ἐπίσκοπος Πλαταιῶν ἐξέδωκε εἰς βάρος αὐτῆς ἀπόφασιν. (45, 1242, 221, 1302)
dateline: ΤΗΝ 20 ΙΑΝΟΥΑΡΙΟΥ (493, 787, 652, 802)
column-3 (463, 159, 682, 2134)
paragraph: Ἀνεχώρησεν εἰς Πάτρας ὁ κ. Γ. Μπεκιαράκης. (468, 385, 676, 409)
advert-name: ΑΛΕΞΑΝΔΡΟΥ ΑΘΑΝΑΣΙΑΔΟΥ (470, 2159, 1009, 2335)
subhead: ΑΙ ΞΕΝΑΙ ΕΠΙΔΡΑΣΕΙΣ (719, 715, 878, 729)
column-5 (915, 159, 1115, 2134)
paragraph: Συνελεύσεως εἰς τὸ Πατριαρχεῖον Κωνσταντινουπόλεως ἀπεφασίσθη τὸ διορισμὸν ἐπιτροπῆς διὰ τὴν ἐξέτασιν τοῦ μητροπολιτικοῦ ζητήματος τῆς Κύπρου. (692, 730, 906, 791)
paragraph: Ἡ σύνοδος ἀπεφάσισεν ὅπως ἡ σχολὴ λειτουργήσῃ ἀπὸ τοῦ προσεχοῦς Σεπτεμβρίου μὲ ἑπτὰ καθηγητάς. (921, 446, 1109, 495)
